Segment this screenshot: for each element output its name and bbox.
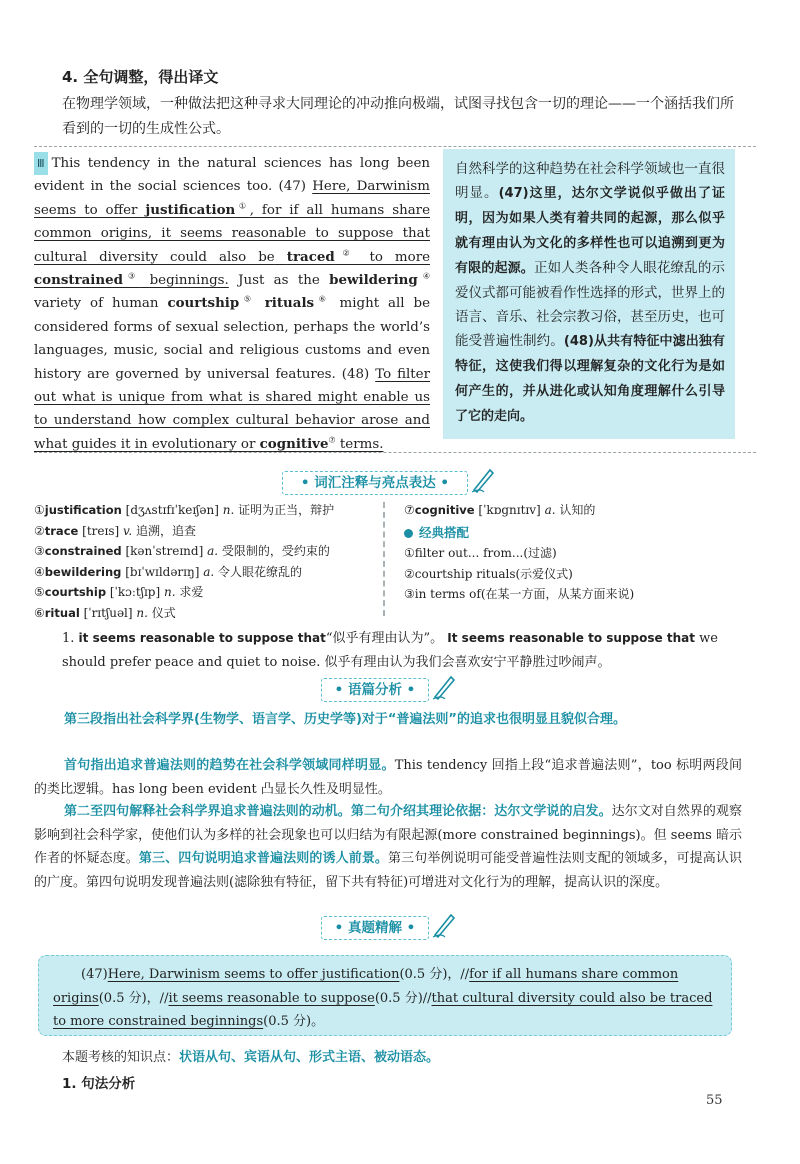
sup-5: ⑤ [239,294,256,304]
collocation-heading [404,523,744,544]
answer-header-label: • 真题精解 • [334,920,416,936]
passage-s3-b: variety of human [34,296,159,312]
vocab-item: ③constrained [kənˈstreɪnd] a. 受限制的，受约束的 [34,544,330,558]
highlight-note [62,626,747,675]
answer-part-4: that cultural diversity could also be traced to more constrained beginnings [53,990,713,1029]
vocab-column-divider [383,502,391,616]
q47-part-a: Here, Darwinism seems to offer [34,179,430,218]
vocab-item: ⑥ritual [ˈrɪtʃuəl] n. 仪式 [34,605,176,620]
vocab-item: ②trace [treɪs] v. 追溯，追查 [34,523,197,538]
answer-box: (47)Here, Darwinism seems to offer justification(0.5 分)，//for if all humans share common origins(0.5 分)，//it seems reasonable to suppose(0.5 分)//that cultural diversity could also be traced to more constrained beginnings(0.5 分)。 [38,955,732,1036]
vocab-constrained: constrained [34,272,123,289]
answer-part-1: Here, Darwinism seems to offer justification [107,967,400,982]
vocab-courtship: courtship [167,295,240,312]
note-example: we should prefer peace and quiet to noise. [62,631,718,670]
q47-part-b: , for if all humans share common origins, it seems reasonable to suppose that cultural diversity could also be [34,202,430,265]
translation-2: (47)这里，达尔文学说似乎做出了证明，因为如果人类有着共同的起源，那么似乎就有理由认为文化的多样性也可以追溯到更为有限的起源。 [455,186,725,276]
analysis-summary: 第三段指出社会科学界(生物学、语言学、历史学等)对于“普遍法则”的追求也很明显且貌似合理。 [64,712,626,727]
sup-1: ① [235,201,250,211]
q47-part-d: beginnings. [149,273,229,289]
sup-6: ⑥ [314,294,331,304]
analysis-header-label: • 语篇分析 • [334,682,416,698]
pen-icon [470,466,496,494]
sup-3: ③ [122,271,141,281]
answer-header [321,916,429,940]
note-number: 1. [62,631,75,646]
section-heading: 1. 句法分析 [62,1076,136,1092]
answer-part-2: for if all humans share common origins [53,967,679,1006]
bullet-icon [404,529,413,538]
sup-2: ② [334,248,358,258]
analysis-paragraph-1: 首句指出追求普遍法则的趋势在社会科学领域同样明显。This tendency 回指上段“追求普遍法则”，too 标明两段间的类比逻辑。has long been evident 凸显长久性及明显性。 [34,758,742,797]
q48-number: (48) [341,366,370,382]
vocab-rituals: rituals [264,295,315,312]
vocab-item: ⑤courtship [ˈkɔːtʃɪp] n. 求爱 [34,585,204,599]
note-phrase: it seems reasonable to suppose that [78,631,326,645]
translation-box [443,149,735,439]
passage-sentence-1: This tendency in the natural sciences has long been evident in the social sciences too. [34,156,430,195]
step-translation-text: 在物理学领域，一种做法把这种寻求大同理论的冲动推向极端，试图寻找包含一切的理论——一个涵括我们所看到的一切的生成性公式。 [62,96,734,137]
collocation-item: ③in terms of(在某一方面，从某方面来说) [404,587,635,601]
analysis-paragraph-2: 第二至四句解释社会科学界追求普遍法则的动机。第二句介绍其理论依据：达尔文学说的启发。达尔文对自然界的观察影响到社会科学家，使他们认为多样的社会现象也可以归结为有限起源(more constrained beginnings)。但 seems 暗示作者的怀疑态度。第三、四句说明追求普遍法则的诱人前景。第三句举例说明可能受普遍性法则支配的领域多，可提高认识的广度。第四句说明发现普遍法则(滤除独有特征，留下共有特征)可增进对文化行为的理解，提高认识的深度。 [34,804,742,890]
answer-part-3: it seems reasonable to suppose [168,990,375,1006]
translation-1: 自然科学的这种趋势在社会科学领域也一直很明显。 [455,161,725,201]
note-meaning: “似乎有理由认为”。 [325,631,444,646]
collocation-item: ①filter out... from...(过滤) [404,546,557,560]
vocab-bewildering: bewildering [329,272,418,289]
divider-top [34,146,756,147]
q48-part-b: terms. [339,436,384,452]
step-heading: 4. 全句调整，得出译文 [62,68,219,86]
pen-icon [431,673,457,701]
q47-number: (47) [278,179,306,195]
note-example-cn: 似乎有理由认为我们会喜欢安宁平静胜过吵闹声。 [324,655,611,670]
passage-english [34,152,430,456]
paragraph-marker: Ⅲ [34,152,48,175]
vocab-traced: traced [286,248,335,265]
collocation-title: 经典搭配 [419,524,470,540]
vocab-right [404,500,744,605]
collocation-item: ②courtship rituals(示爱仪式) [404,566,573,581]
sup-4: ④ [417,271,431,281]
page-number: 55 [706,1093,723,1108]
vocab-header [282,471,468,495]
pen-icon [431,911,457,939]
translation-4: (48)从共有特征中滤出独有特征，这使我们得以理解复杂的文化行为是如何产生的，并从进化或认知角度理解什么引导了它的走向。 [455,334,725,424]
q47-part-c: to more [369,249,431,265]
vocab-header-label: • 词汇注释与亮点表达 • [300,475,450,491]
vocab-item: ④bewildering [bɪˈwɪldərɪŋ] a. 令人眼花缭乱的 [34,564,303,579]
note-example-bold: It seems reasonable to suppose that [447,631,695,645]
q48-part-a: To filter out what is unique from what is shared might enable us to understand how complex cultural behavior arose and what guides it in evolutionary or [34,366,430,452]
passage-s3-a: Just as the [238,273,320,289]
vocab-cognitive: cognitive [259,435,329,452]
knowledge-points: 本题考核的知识点：状语从句、宾语从句、形式主语、被动语态。 [62,1050,440,1065]
translation-3: 正如人类各种令人眼花缭乱的示爱仪式都可能被看作性选择的形式，世界上的语言、音乐、社会宗教习俗，甚至历史，也可能受普遍性制约。 [455,260,725,349]
divider-mid [34,452,756,453]
sup-7: ⑦ [328,435,336,445]
vocab-list [34,500,379,623]
vocab-justification: justification [145,201,236,218]
passage-s3-c: might all be considered forms of sexual selection, perhaps the world’s languages, music, social and religious customs and even history are governed by universal features. [34,296,431,382]
vocab-item: ⑦cognitive [ˈkɒgnɪtɪv] a. 认知的 [404,503,596,517]
vocab-item: ①justification [dʒʌstɪfɪˈkeɪʃən] n. 证明为正当，辩护 [34,503,335,517]
analysis-header [321,678,429,702]
